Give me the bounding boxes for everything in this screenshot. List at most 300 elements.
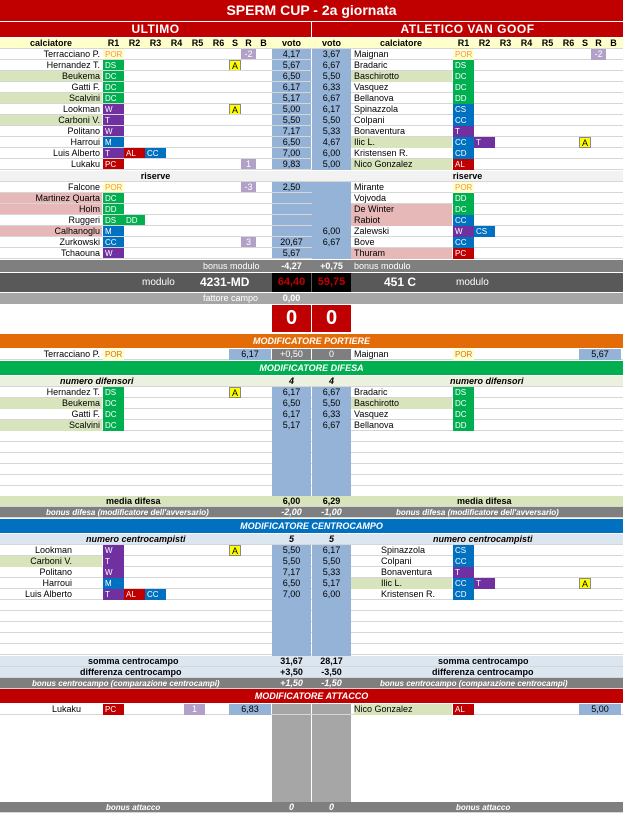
away-player-voto: 4,67 (312, 137, 351, 148)
centrocampo-row (0, 611, 623, 622)
centrocampo-row (0, 644, 623, 655)
centrocampo-band: MODIFICATORE CENTROCAMPO (0, 519, 623, 533)
bonus-attacco-label: bonus attacco (106, 803, 161, 812)
away-player-voto: 6,67 (312, 60, 351, 71)
home-centrocampista-name: Politano (39, 567, 72, 577)
home-reserve-name: Holm (0, 204, 102, 215)
home-bonus-difesa: -2,00 (281, 507, 302, 517)
goals-row (0, 305, 623, 332)
away-centrocampo-voto-cell (312, 644, 351, 655)
home-goals: 0 (272, 305, 311, 332)
away-reserve-row (0, 193, 623, 204)
home-reserve-voto: 2,50 (272, 182, 311, 193)
away-player-name: Kristensen R. (354, 148, 409, 158)
away-player-row (0, 115, 623, 126)
away-difensore-voto: 6,67 (322, 387, 341, 397)
away-reserve-row (0, 237, 623, 248)
away-bonus-centrocampo: -1,50 (321, 678, 342, 688)
home-portiere-name: Terracciano P. (43, 349, 100, 359)
away-reserve-name: Zalewski (354, 226, 390, 236)
difesa-row (0, 453, 623, 464)
away-centrocampista-name: Ilic L. (351, 578, 452, 589)
away-player-name: Nico Gonzalez (351, 159, 452, 170)
home-differenza-centrocampo: +3,50 (280, 667, 303, 677)
away-bonus-attacco: 0 (328, 802, 334, 812)
home-difensore-role: DC (103, 420, 124, 431)
col-s-away: S (581, 38, 588, 48)
away-player-row (0, 104, 623, 115)
home-player-voto: 7,00 (272, 148, 311, 159)
away-centrocampista-name: Kristensen R. (381, 589, 436, 599)
home-player-yellow-card: A (229, 104, 241, 115)
away-difesa-voto-cell (312, 431, 351, 442)
bonus-centrocampo-row (0, 678, 623, 689)
home-player-voto: 5,00 (272, 104, 311, 115)
differenza-centrocampo-label: differenza centrocampo (80, 667, 182, 677)
home-numero-difensori-label (0, 376, 311, 387)
col-r6: R6 (212, 38, 225, 48)
home-player-voto: 6,17 (272, 82, 311, 93)
home-reserve-name: Martinez Quarta (0, 193, 102, 204)
away-player-role: DC (453, 71, 474, 82)
home-player-role: T (103, 115, 124, 126)
away-difensore-name: Vasquez (354, 409, 389, 419)
away-portiere-voto: 5,67 (579, 349, 621, 360)
away-difensore-role: DS (453, 387, 474, 398)
portiere-band: MODIFICATORE PORTIERE (0, 334, 623, 348)
away-reserve-voto (312, 248, 351, 259)
home-player-role: PC (103, 159, 124, 170)
away-portiere-role: POR (455, 350, 473, 359)
home-player-voto: 5,50 (272, 115, 311, 126)
away-somma-centrocampo: 28,17 (320, 656, 343, 666)
home-reserve-voto: 20,67 (272, 237, 311, 248)
col-r6-away: R6 (562, 38, 575, 48)
away-centrocampista-role: CS (453, 545, 474, 556)
column-header (0, 38, 623, 49)
home-difesa-voto-cell (272, 475, 311, 486)
away-player-voto: 5,50 (312, 115, 351, 126)
col-r1-away: R1 (457, 38, 470, 48)
home-reserve-role: W (103, 248, 124, 259)
home-player-voto: 9,83 (272, 159, 311, 170)
difesa-row (0, 442, 623, 453)
away-player-name: Maignan (354, 49, 389, 59)
away-player-role: DD (453, 93, 474, 104)
away-difesa-voto-cell (312, 475, 351, 486)
away-player-name: Bellanova (354, 93, 394, 103)
fattore-campo-label: fattore campo (203, 293, 259, 303)
somma-centrocampo-row (0, 656, 623, 667)
home-centrocampo-voto-cell (272, 611, 311, 622)
home-player-role: POR (105, 50, 123, 59)
away-player-name: Ilic L. (351, 137, 452, 148)
away-player-name: Spinazzola (354, 104, 399, 114)
home-player-name: Politano (67, 126, 100, 136)
away-reserve-voto (312, 182, 351, 193)
away-player-role: CC (453, 137, 474, 148)
away-reserve-voto (312, 204, 351, 215)
home-player-role: DC (103, 82, 124, 93)
home-difensore-name: Hernandez T. (46, 387, 100, 397)
away-centrocampista-role: CD (453, 589, 474, 600)
col-r2: R2 (128, 38, 141, 48)
away-player-name: Bonaventura (354, 126, 406, 136)
away-reserve-name: Mirante (354, 182, 385, 192)
home-total-score: 64,40 (272, 273, 311, 292)
home-reserve-role: DD (103, 204, 124, 215)
home-reserve-name: Calhanoglu (0, 226, 102, 237)
home-player-name: Lookman (62, 104, 100, 114)
home-player-role: DC (103, 71, 124, 82)
away-reserve-name: Thuram (351, 248, 452, 259)
away-centrocampista-role: CC (453, 578, 474, 589)
portiere-row (0, 349, 623, 360)
home-bonus-attacco: 0 (288, 802, 294, 812)
home-player-name: Carboni V. (0, 115, 102, 126)
home-reserve-name: Ruggeri (68, 215, 100, 225)
away-attacco-name: Nico Gonzalez (354, 704, 452, 715)
home-centrocampo-voto-cell (272, 622, 311, 633)
col-r: R (245, 38, 252, 48)
media-difesa-label: media difesa (106, 496, 161, 506)
home-difesa-voto-cell (272, 453, 311, 464)
away-player-row (0, 82, 623, 93)
bonus-centrocampo-label: bonus centrocampo (comparazione centrocampi) (32, 679, 220, 688)
home-centrocampo-voto-cell (272, 633, 311, 644)
centrocampo-row (0, 600, 623, 611)
home-reserve-role: M (103, 226, 124, 237)
away-reserve-voto (312, 215, 351, 226)
away-bonus-modulo: +0,75 (320, 261, 343, 271)
attacco-band: MODIFICATORE ATTACCO (0, 689, 623, 703)
away-player-voto: 6,33 (312, 82, 351, 93)
bonus-difesa-label-away: bonus difesa (modificatore dell'avversario) (396, 508, 559, 517)
away-player-row (0, 49, 623, 60)
away-centrocampista-name: Bonaventura (381, 567, 433, 577)
away-centrocampista-name: Colpani (381, 556, 412, 566)
away-centrocampista-voto: 6,00 (322, 589, 341, 599)
away-player-row (0, 71, 623, 82)
media-difesa-label-away: media difesa (457, 496, 512, 506)
away-reserve-role: W (453, 226, 474, 237)
numero-centrocampisti-label-away: numero centrocampisti (433, 534, 533, 544)
away-attacco-column (312, 704, 351, 802)
home-centrocampista-role: CC (145, 589, 166, 600)
home-reserves-label: riserve (140, 171, 171, 181)
home-bonus-centrocampo: +1,50 (280, 678, 303, 688)
home-reserve-role: POR (105, 183, 123, 192)
away-player-row (0, 137, 623, 148)
home-centrocampista-voto: 7,00 (282, 589, 301, 599)
away-centrocampo-voto-cell (312, 600, 351, 611)
away-centrocampista-voto: 5,33 (322, 567, 341, 577)
bonus-modulo-row (0, 260, 623, 272)
away-player-row (0, 60, 623, 71)
home-attacco-role: PC (103, 704, 124, 715)
home-attacco-sr: 1 (184, 704, 205, 715)
away-difesa-voto-cell (312, 464, 351, 475)
centrocampo-row (0, 622, 623, 633)
attacco-area (0, 704, 623, 802)
home-reserve-name: Falcone (67, 182, 100, 192)
numero-centrocampisti-label: numero centrocampisti (86, 534, 186, 544)
away-reserve-row (0, 215, 623, 226)
home-team-name: ULTIMO (131, 22, 180, 36)
home-centrocampista-role: M (103, 578, 124, 589)
away-player-name: Bradaric (354, 60, 388, 70)
away-centrocampo-voto-cell (312, 633, 351, 644)
away-reserve-row (0, 204, 623, 215)
col-r5: R5 (191, 38, 204, 48)
differenza-centrocampo-row (0, 667, 623, 678)
home-reserve-name: Zurkowski (59, 237, 100, 247)
home-player-voto: 6,50 (272, 137, 311, 148)
home-reserve-voto: 5,67 (272, 248, 311, 259)
home-player-role: AL (124, 148, 145, 159)
away-reserve-row (0, 182, 623, 193)
away-portiere-mod: 0 (312, 349, 351, 360)
away-player-row (0, 126, 623, 137)
home-centrocampista-voto: 7,17 (282, 567, 301, 577)
away-player-name: Vasquez (354, 82, 389, 92)
away-numero-difensori-label: numero difensori (450, 376, 524, 386)
bonus-modulo-label: bonus modulo (203, 261, 260, 271)
centrocampo-num-row (0, 534, 623, 545)
away-player-voto: 5,50 (312, 71, 351, 82)
home-centrocampo-voto-cell (272, 600, 311, 611)
home-player-voto: 7,17 (272, 126, 311, 137)
away-centrocampo-voto-cell (312, 622, 351, 633)
away-player-bonus-badge: -2 (591, 49, 606, 60)
home-player-name: Scalvini (0, 93, 102, 104)
away-centrocampista-role: T (453, 567, 474, 578)
away-differenza-centrocampo: -3,50 (321, 667, 342, 677)
home-media-difesa: 6,00 (282, 496, 301, 506)
home-player-voto: 5,67 (272, 60, 311, 71)
col-b-away: B (610, 38, 617, 48)
home-portiere-voto: 6,17 (229, 349, 271, 360)
col-calciatore: calciatore (29, 38, 73, 48)
home-player-bonus-badge: 1 (241, 159, 256, 170)
away-centrocampista-name: Spinazzola (381, 545, 426, 555)
bonus-difesa-label: bonus difesa (modificatore dell'avversario) (46, 508, 209, 517)
home-centrocampista-voto: 5,50 (282, 556, 301, 566)
away-player-row (0, 93, 623, 104)
away-numero-centrocampisti: 5 (328, 534, 334, 544)
home-player-name: Beukema (0, 71, 102, 82)
away-reserve-role: CC (453, 215, 474, 226)
away-difensore-role: DC (453, 398, 474, 409)
home-difensore-name: Beukema (0, 398, 102, 409)
difesa-row (0, 475, 623, 486)
home-centrocampista-name: Carboni V. (0, 556, 102, 567)
home-player-role: W (103, 126, 124, 137)
away-reserve-row (0, 248, 623, 259)
away-player-role: CS (453, 104, 474, 115)
away-difesa-voto-cell (312, 442, 351, 453)
home-centrocampo-voto-cell (272, 644, 311, 655)
away-reserve-name: Rabiot (351, 215, 452, 226)
away-player-row (0, 159, 623, 170)
col-r3: R3 (149, 38, 162, 48)
home-attacco-voto: 6,83 (229, 704, 271, 715)
away-centrocampista-voto: 6,17 (322, 545, 341, 555)
away-reserve-name: De Winter (351, 204, 452, 215)
away-reserve-row (0, 226, 623, 237)
home-difensore-name: Scalvini (0, 420, 102, 431)
numero-difensori-text: numero difensori (60, 376, 134, 386)
away-total-score: 59,75 (312, 273, 351, 292)
col-s: S (231, 38, 238, 48)
away-player-role: T (474, 137, 495, 148)
home-player-role: T (103, 148, 124, 159)
home-centrocampista-name: Harroui (42, 578, 72, 588)
bonus-centrocampo-label-away: bonus centrocampo (comparazione centrocampi) (380, 679, 568, 688)
somma-centrocampo-label: somma centrocampo (88, 656, 179, 666)
away-player-voto: 6,17 (312, 104, 351, 115)
away-reserve-role: DD (453, 193, 474, 204)
home-numero-difensori: 4 (288, 376, 294, 386)
home-reserve-role: DC (103, 193, 124, 204)
away-player-voto: 5,33 (312, 126, 351, 137)
away-reserve-role: CS (474, 226, 495, 237)
bonus-modulo-label-away: bonus modulo (354, 261, 411, 271)
home-centrocampista-role: T (103, 589, 124, 600)
away-centrocampista-role: CC (453, 556, 474, 567)
col-r3-away: R3 (499, 38, 512, 48)
away-module: 451 C (384, 275, 417, 289)
bonus-attacco-row (0, 802, 623, 813)
attacco-row (0, 704, 623, 715)
home-reserve-name: Tchaouna (60, 248, 100, 258)
home-difensore-yellow: A (229, 387, 241, 398)
away-player-role: DC (453, 82, 474, 93)
away-player-role: POR (455, 50, 473, 59)
away-portiere-name: Maignan (354, 349, 389, 359)
home-player-voto: 6,50 (272, 71, 311, 82)
away-player-name: Baschirotto (351, 71, 452, 82)
home-portiere-role: POR (105, 350, 123, 359)
away-centrocampo-voto-cell (312, 611, 351, 622)
teams-header (0, 22, 623, 37)
away-player-row (0, 148, 623, 159)
home-centrocampista-role: W (103, 567, 124, 578)
home-difensore-voto: 6,17 (282, 387, 301, 397)
home-player-voto: 5,17 (272, 93, 311, 104)
home-centrocampista-role: T (103, 556, 124, 567)
home-attacco-name: Lukaku (52, 704, 82, 714)
reserves-header (0, 171, 623, 182)
away-difensore-role: DC (453, 409, 474, 420)
home-player-role: M (103, 137, 124, 148)
home-reserve-role: CC (103, 237, 124, 248)
away-player-role: T (453, 126, 474, 137)
away-reserve-name: Bove (354, 237, 375, 247)
col-voto-home: voto (282, 38, 301, 48)
home-player-role: CC (145, 148, 166, 159)
home-difensore-voto: 5,17 (282, 420, 301, 430)
away-reserve-name: Vojvoda (354, 193, 387, 203)
home-player-role: DS (103, 60, 124, 71)
col-voto-away: voto (322, 38, 341, 48)
away-difensore-name: Bellanova (354, 420, 394, 430)
home-reserve-role: DD (124, 215, 145, 226)
col-r2-away: R2 (478, 38, 491, 48)
modulo-label: modulo (142, 277, 175, 288)
away-player-role: CD (453, 148, 474, 159)
home-centrocampista-name: Luis Alberto (24, 589, 72, 599)
col-r4-away: R4 (520, 38, 533, 48)
away-difensore-role: DD (453, 420, 474, 431)
differenza-centrocampo-label-away: differenza centrocampo (432, 667, 534, 677)
away-media-difesa: 6,29 (322, 496, 341, 506)
away-player-name: Colpani (354, 115, 385, 125)
away-attacco-voto: 5,00 (579, 704, 621, 715)
col-r1: R1 (107, 38, 120, 48)
away-difensore-voto: 5,50 (322, 398, 341, 408)
away-reserve-voto (312, 193, 351, 204)
away-player-role: DS (453, 60, 474, 71)
modulo-label-away: modulo (456, 277, 489, 288)
col-calciatore-away: calciatore (379, 38, 423, 48)
home-numero-centrocampisti: 5 (288, 534, 294, 544)
home-player-name: Hernandez T. (46, 60, 100, 70)
home-player-voto: 4,17 (272, 49, 311, 60)
home-difesa-voto-cell (272, 464, 311, 475)
fattore-campo-value: 0,00 (282, 293, 301, 303)
somma-centrocampo-label-away: somma centrocampo (438, 656, 529, 666)
home-reserve-bonus-badge: -3 (241, 182, 256, 193)
col-b: B (260, 38, 267, 48)
away-reserve-voto: 6,00 (312, 226, 351, 237)
difesa-row (0, 464, 623, 475)
difesa-row (0, 431, 623, 442)
bonus-difesa-row (0, 507, 623, 518)
home-player-name: Lukaku (70, 159, 100, 169)
home-bonus-modulo: -4,27 (281, 261, 302, 271)
away-bonus-difesa: -1,00 (321, 507, 342, 517)
home-difensore-voto: 6,50 (282, 398, 301, 408)
home-difensore-role: DC (103, 409, 124, 420)
away-numero-difensori: 4 (328, 376, 334, 386)
away-difensore-name: Bradaric (354, 387, 388, 397)
home-centrocampista-name: Lookman (34, 545, 72, 555)
home-difesa-voto-cell (272, 431, 311, 442)
away-reserve-role: DC (453, 204, 474, 215)
away-difesa-voto-cell (312, 453, 351, 464)
home-player-yellow-card: A (229, 60, 241, 71)
home-centrocampista-role: AL (124, 589, 145, 600)
home-player-bonus-badge: -2 (241, 49, 256, 60)
away-centrocampista-voto: 5,50 (322, 556, 341, 566)
away-reserve-voto: 6,67 (312, 237, 351, 248)
away-reserve-role: POR (455, 183, 473, 192)
away-reserves-label: riserve (452, 171, 483, 181)
col-r-away: R (595, 38, 602, 48)
home-reserve-role: DS (103, 215, 124, 226)
away-player-voto: 6,00 (312, 148, 351, 159)
away-centrocampista-voto: 5,17 (322, 578, 341, 588)
modulo-row (0, 273, 623, 292)
away-player-voto: 6,67 (312, 93, 351, 104)
home-somma-centrocampo: 31,67 (280, 656, 303, 666)
home-reserve-bonus-badge: 3 (241, 237, 256, 248)
away-difensore-voto: 6,67 (322, 420, 341, 430)
home-player-name: Terracciano P. (43, 49, 100, 59)
home-difensore-name: Gatti F. (71, 409, 100, 419)
media-difesa-row (0, 496, 623, 507)
